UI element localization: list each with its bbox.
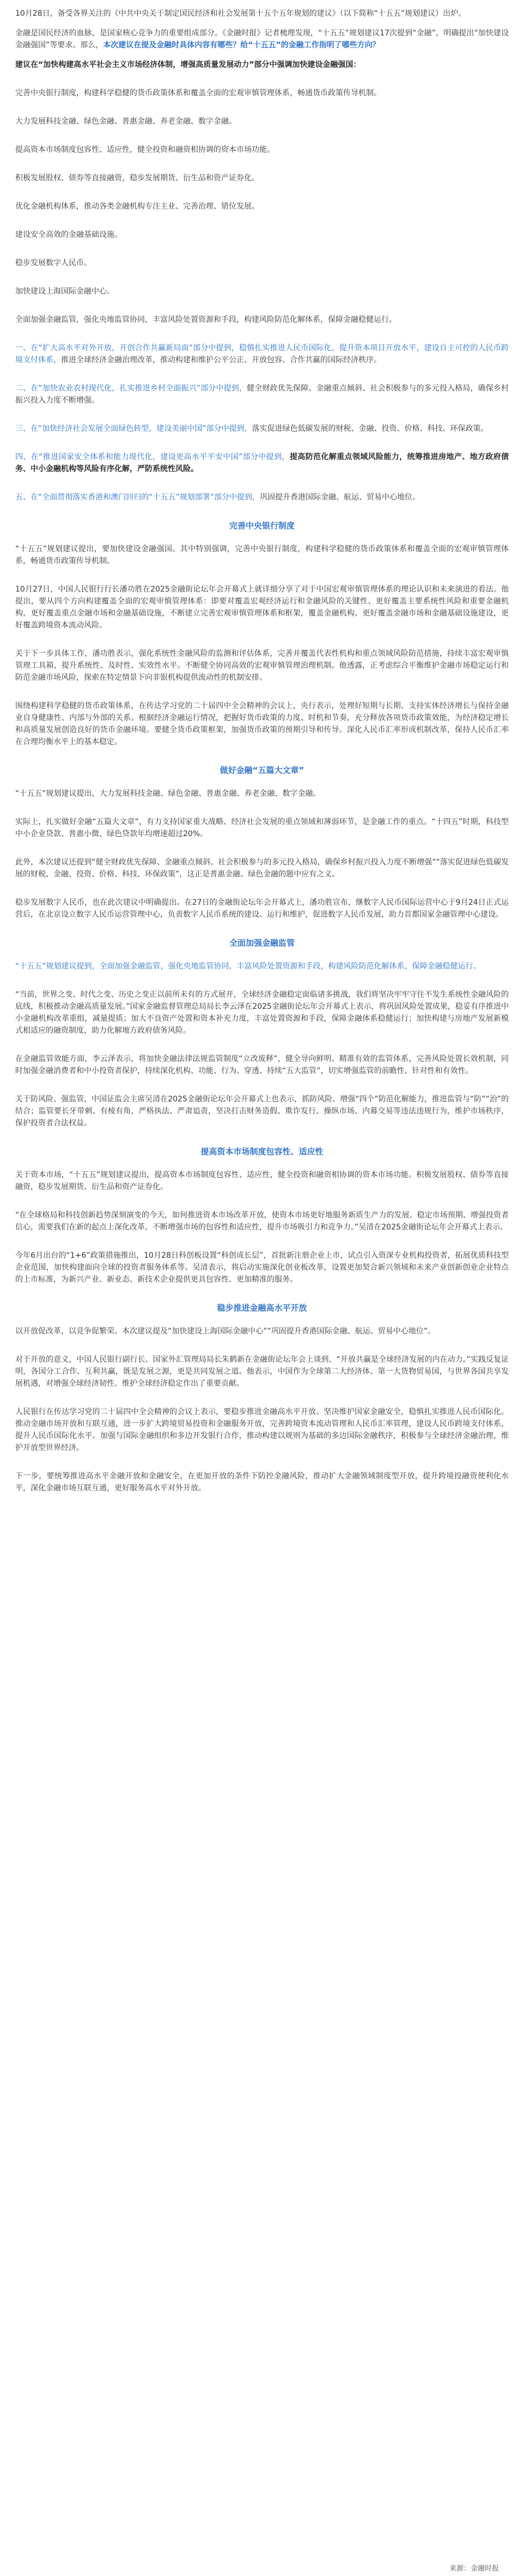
section-paragraph: “在全球格局和科技创新趋势深刻演变的今天，如何推进资本市场改革开放，使资本市场更好地服务新质生产力的发展、稳定市场预期、增强投资者信心，需要我们在新的起点上深化改革，不断增强市场的包容性和适应性，提升市场吸引力和竞争力。”吴清在2025金融街论坛年会开幕式上表示。 (15, 1211, 509, 1232)
policy-item: 优化金融机构体系，推动各类金融机构专注主业、完善治理、错位发展。 (15, 202, 259, 211)
other-part-item: 一、在“扩大高水平对外开放，开创合作共赢新局面”部分中提到，稳慎扎实推进人民币国际化，提升资本项目开放水平，建设自主可控的人民币跨境支付体系，推进全球经济金融治理改革，推动构建和维护公平公正、开放包容、合作共赢的国际经济秩序。 (15, 344, 509, 364)
section-paragraph: “十五五”规划建议提出，大力发展科技金融、绿色金融、普惠金融、养老金融、数字金融。 (15, 789, 321, 798)
section-paragraph: “当前，世界之变、时代之变、历史之变正以前所未有的方式展开，全球经济金融稳定面临诸多挑战，我们将坚决牢牢守住不发生系统性金融风险的底线，积极推动金融高质量发展。”国家金融监督管理总局局长李云泽在2025金融街论坛年会开幕式上表示，将巩固风险处置成果，稳妥有序推进中小金融机构改革重组，减量提质；加大不良资产处置和资本补充力度，丰富处置资源和手段，保障金融体系稳健运行；加快构建与房地产发展新模式相适应的融资制度，助力化解地方政府债务风险。 (15, 990, 509, 1035)
section-paragraph: 在金融监管效能方面，李云泽表示，将加快金融法律法规监管制度“立改废释”，健全导向鲜明、精准有效的监管体系，完善风险处置长效机制，同时加强金融消费者和中小投资者保护，持续深化机构、功能、行为、穿透、持续“五大监管”，切实增强监管的前瞻性、针对性和有效性。 (15, 1055, 509, 1075)
section-paragraph: 实际上，扎实做好金融“五篇大文章”，有力支持国家重大战略、经济社会发展的重点领域和薄弱环节，是金融工作的重点。“十四五”时期，科技型中小企业贷款、普惠小微、绿色贷款年均增速超过20%。 (15, 818, 509, 838)
section-title: 稳步推进金融高水平开放 (217, 1303, 307, 1313)
other-part-item: 三、在“加快经济社会发展全面绿色转型，建设美丽中国”部分中提到，落实促进绿色低碳发展的财税、金融、投资、价格、科技、环保政策。 (15, 424, 489, 433)
section-paragraph: 对于开放的意义，中国人民银行副行长、国家外汇管理局局长朱鹤新在金融街论坛年会上谈到，“开放共赢是全球经济发展的内在动力。”实践反复证明，各国分工合作、互利共赢，既是发展之源，更是共同发展之道。他表示，中国作为全球第二大经济体、第一大货物贸易国，与世界各国共享发展机遇，对增强全球经济韧性、维护全球经济稳定作出了重要贡献。 (15, 1355, 509, 1388)
section-title: 做好金融“五篇大文章” (220, 765, 304, 775)
policy-item: 积极发展股权、债券等直接融资，稳步发展期货、衍生品和资产证券化。 (15, 174, 259, 182)
section-paragraph: 以开放促改革，以竞争促繁荣。本次建议提及“加快建设上海国际金融中心”“巩固提升香港国际金融、航运、贸易中心地位”。 (15, 1327, 436, 1336)
section-paragraph: 下一步，要统筹推进高水平金融开放和金融安全，在更加开放的条件下防控金融风险，推动扩大金融领域制度型开放，提升跨境投融资便利化水平，深化金融市场互联互通，更好服务高水平对外开放。 (15, 1472, 509, 1493)
section-paragraph: 关于资本市场，“十五五”规划建议提出，提高资本市场制度包容性、适应性，健全投资和融资相协调的资本市场功能。积极发展股权、债券等直接融资，稳步发展期货、衍生品和资产证券化。 (15, 1171, 509, 1191)
section-paragraph: 关于防风险、强监管，中国证监会主席吴清在2025金融街论坛年会开幕式上也表示，抓防风险、增强“四个”防范化解能力，推进监管与“防”“治”的结合；监管要长牙带刺、有棱有角，严格执法、严肃追责，坚决打击财务造假、欺诈发行、操纵市场、内幕交易等违法违规行为，维护市场秩序，保护投资者合法权益。 (15, 1095, 509, 1128)
section-paragraph: 围绕构建科学稳健的货币政策体系，在传达学习党的二十届四中全会精神的会议上，央行表示，处理好短期与长期、支持实体经济增长与保持金融业自身健康性、内部与外部的关系。根据经济金融运行情况，把握好货币政策的力度、时机和节奏，充分释放各项货币政策效能，为经济稳定增长和高质量发展创造良好的货币金融环境。要健全货币政策框架，加强货币政策的预期引导和传导。深化人民币汇率形成机制改革，保持人民币汇率在合理均衡水平上的基本稳定。 (15, 702, 509, 746)
section-paragraph: “十五五”规划建议提出，要加快建设金融强国。其中特别强调，完善中央银行制度，构建科学稳健的货币政策体系和覆盖全面的宏观审慎管理体系，畅通货币政策传导机制。 (15, 545, 509, 565)
other-part-item: 五、在“全面贯彻落实香港和澳门回归的“十五五”规划部署”部分中提到，巩固提升香港国际金融、航运、贸易中心地位。 (15, 493, 421, 502)
highlight-question: 本次建议在提及金融时具体内容有哪些？给“十五五”的金融工作指明了哪些方向？ (103, 41, 380, 50)
section-title: 全面加强金融监管 (229, 938, 295, 948)
lead-statement: 建议在“加快构建高水平社会主义市场经济体制，增强高质量发展动力”部分中强调加快建设金融强国： (15, 60, 361, 69)
section-title: 完善中央银行制度 (229, 521, 295, 531)
section-paragraph: 此外，本次建议还提到“健全财政优先保障、金融重点倾斜、社会积极参与的多元投入格局，确保乡村振兴投入力度不断增强”“落实促进绿色低碳发展的财税、金融、投资、价格、科技、环保政策”，这正是普惠金融、绿色金融的题中应有之义。 (15, 858, 509, 879)
section-paragraph: 今年6月出台的“1+6”政策措施推出，10月28日科创板设置“科创成长层”，首批新注册企业上市，试点引入资深专业机构投资者，拓展优质科技型企业范围，加快构建面向全球的投资者服务体系等。吴清表示，将启动实施深化创业板改革，设置更加契合新兴领域和未来产业创新创业企业特点的上市标准，为新兴产业、新业态、新技术企业提供更具包容性、更加精准的服务。 (15, 1251, 509, 1284)
policy-item: 稳步发展数字人民币。 (15, 259, 92, 267)
section-paragraph: “十五五”规划建议提到，全面加强金融监管，强化央地监管协同，丰富风险处置资源和手段，构建风险防范化解体系，保障金融稳健运行。 (15, 962, 481, 971)
source-credit: 来源：金融时报 (449, 2565, 499, 2573)
policy-item: 全面加强金融监管，强化央地监管协同，丰富风险处置资源和手段，构建风险防范化解体系，保障金融稳健运行。 (15, 315, 397, 324)
policy-item: 加快建设上海国际金融中心。 (15, 287, 114, 296)
policy-item: 大力发展科技金融、绿色金融、普惠金融、养老金融、数字金融。 (15, 117, 236, 126)
section-paragraph: 人民银行在传达学习党的二十届四中全会精神的会议上表示，要稳步推进金融高水平开放。坚决维护国家金融安全，稳慎扎实推进人民币国际化。推动金融市场开放和互联互通，进一步扩大跨境贸易投资和金融服务开放，完善跨境资本流动管理和人民币汇率管理，建设人民币跨境支付体系，提升人民币国际化水平。加强与国际金融组织和多边开发银行合作，推动构建以规则为基础的多边国际金融秩序，积极参与全球经济金融治理，维护开放型世界经济。 (15, 1408, 509, 1452)
section-paragraph: 10月27日，中国人民银行行长潘功胜在2025金融街论坛年会开幕式上就详细分享了对于中国宏观审慎管理体系的理论认识和未来演进的看法。他提出，要从四个方向构建覆盖全面的宏观审慎管理体系：即要对覆盖宏观经济运行和金融风险的关键性、更好覆盖主要系统性风险和重要金融机构，更好覆盖重点金融市场和金融基础设施，不断建立完善宏观审慎管理体系和框架，覆盖金融机构、更好覆盖金融市场和金融基础设施建设，更好覆盖跨境资本流动风险。 (15, 585, 509, 630)
policy-item: 完善中央银行制度，构建科学稳健的货币政策体系和覆盖全面的宏观审慎管理体系，畅通货币政策传导机制。 (15, 89, 381, 98)
other-part-item: 二、在“加快农业农村现代化，扎实推进乡村全面振兴”部分中提到，健全财政优先保障、金融重点倾斜、社会积极参与的多元投入格局，确保乡村振兴投入力度不断增强。 (15, 384, 509, 405)
section-title: 提高资本市场制度包容性、适应性 (200, 1147, 324, 1156)
section-paragraph: 稳步发展数字人民币，也在此次建议中明确提出。在27日的金融街论坛年会开幕式上，潘功胜宣布，继数字人民币国际运营中心于9月24日正式运营后，在北京设立数字人民币运营管理中心，负责数字人民币系统的建设、运行和维护，促进数字人民币发展，助力首都国家金融管理中心建设。 (15, 898, 509, 919)
intro-paragraph: 10月28日，备受各界关注的《中共中央关于制定国民经济和社会发展第十五个五年规划的建议》（以下简称“十五五”规划建议）出炉。 (15, 9, 466, 18)
other-part-item: 四、在“推进国家安全体系和能力现代化，建设更高水平平安中国”部分中提到，提高防范化解重点领域风险能力，统筹推进房地产、地方政府债务、中小金融机构等风险有序化解，严防系统性风险。 (15, 453, 509, 473)
intro-paragraph: 金融是国民经济的血脉，是国家核心竞争力的重要组成部分。《金融时报》记者梳理发现，“十五五”规划建议17次提到“金融”，明确提出“加快建设金融强国”等要求。那么，本次建议在提及金融时具体内容有哪些？给“十五五”的金融工作指明了哪些方向？ (15, 29, 509, 50)
policy-item: 提高资本市场制度包容性、适应性，健全投资和融资相协调的资本市场功能。 (15, 145, 275, 154)
section-paragraph: 关于下一步具体工作，潘功胜表示，强化系统性金融风险的监测和评估体系，完善并覆盖代表性机构和重点领域风险防范措施，持续丰富宏观审慎管理工具箱，提升系统性、及时性、实效性水平。不断健全协同高效的宏观审慎管理治理机制。他透露，正考虑综合平衡维护金融市场稳定运行和防范金融市场风险，探索在特定情景下向非银机构提供流动性的机制安排。 (15, 649, 509, 682)
policy-item: 建设安全高效的金融基础设施。 (15, 230, 122, 239)
